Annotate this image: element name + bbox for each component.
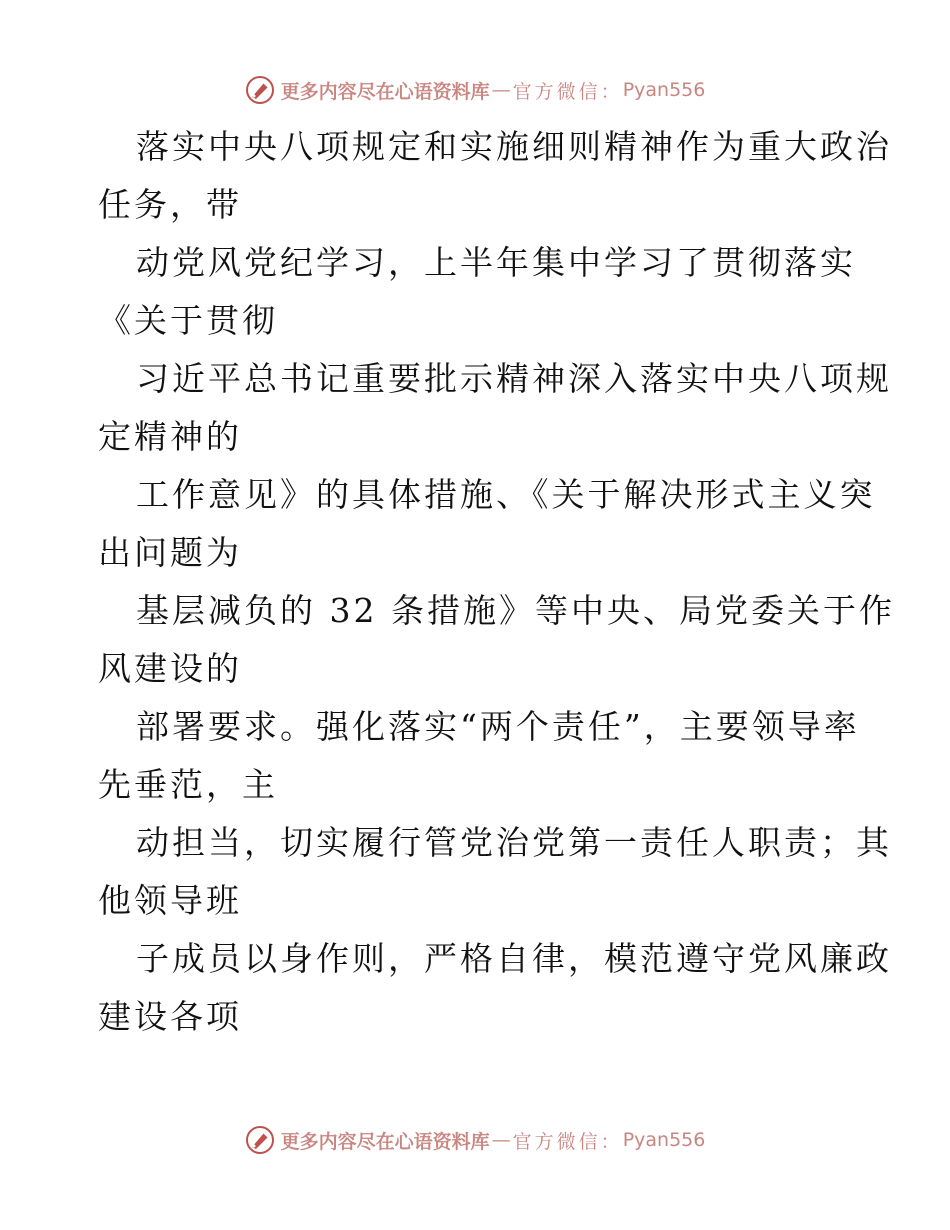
document-body bbox=[98, 118, 895, 1046]
body-line: 先垂范，主 bbox=[98, 765, 278, 804]
body-line: 《关于贯彻 bbox=[98, 301, 278, 340]
header-watermark-banner bbox=[0, 70, 950, 110]
body-line: 部署要求。强化落实“两个责任”，主要领导率 bbox=[136, 707, 860, 746]
body-line: 子成员以身作则，严格自律，模范遵守党风廉政 bbox=[136, 939, 892, 978]
body-line: 他领导班 bbox=[98, 881, 242, 920]
body-line: 风建设的 bbox=[98, 649, 242, 688]
banner-dash: — bbox=[491, 1129, 511, 1151]
body-line: 定精神的 bbox=[98, 417, 242, 456]
body-line: 建设各项 bbox=[98, 997, 242, 1036]
banner-dash: — bbox=[491, 79, 511, 101]
footer-watermark-banner bbox=[0, 1120, 950, 1160]
banner-wechat-id: Pyan556 bbox=[622, 1129, 706, 1151]
body-line: 落实中央八项规定和实施细则精神作为重大政治 bbox=[136, 127, 892, 166]
body-line: 基层减负的 32 条措施》等中央、局党委关于作 bbox=[136, 591, 895, 630]
body-line: 工作意见》的具体措施、《关于解决形式主义突 bbox=[136, 475, 876, 514]
body-line: 习近平总书记重要批示精神深入落实中央八项规 bbox=[136, 359, 892, 398]
banner-official-label: 官方微信： bbox=[512, 80, 623, 103]
banner-main-text: 更多内容尽在心语资料库 bbox=[280, 1130, 490, 1153]
pen-nib-logo-icon bbox=[245, 1125, 275, 1155]
body-line: 动党风党纪学习，上半年集中学习了贯彻落实 bbox=[136, 243, 856, 282]
banner-main-text: 更多内容尽在心语资料库 bbox=[280, 80, 490, 103]
pen-nib-logo-icon bbox=[245, 75, 275, 105]
body-line: 任务，带 bbox=[98, 185, 242, 224]
banner-wechat-id: Pyan556 bbox=[622, 79, 706, 101]
body-line: 出问题为 bbox=[98, 533, 242, 572]
banner-official-label: 官方微信： bbox=[512, 1130, 623, 1153]
body-line: 动担当，切实履行管党治党第一责任人职责；其 bbox=[136, 823, 892, 862]
